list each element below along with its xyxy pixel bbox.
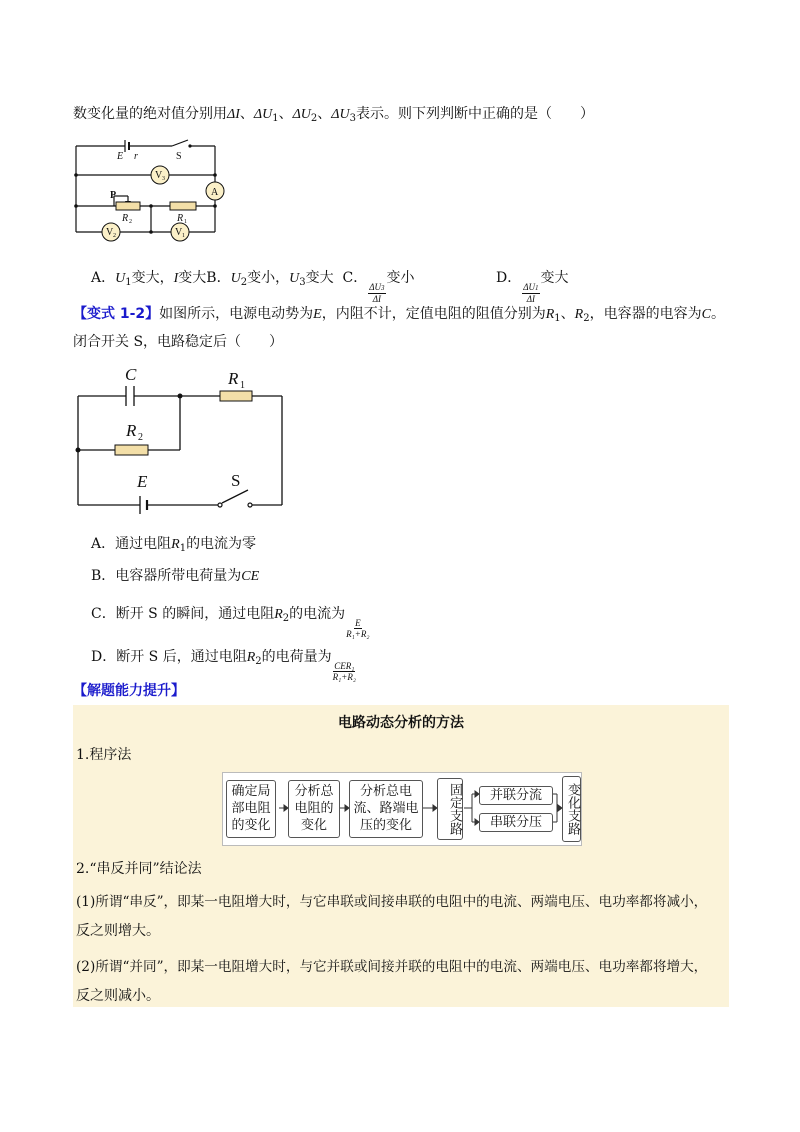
text: ，电容器的电容为 <box>589 306 702 322</box>
den: R₁+R₂ <box>346 629 370 639</box>
text: 的电流为 <box>289 606 346 622</box>
method-2-heading: 2.“串反并同”结论法 <box>76 861 202 877</box>
label-v3-sub: 3 <box>162 176 165 182</box>
option-c-label: C． <box>342 270 368 286</box>
q1-options <box>91 267 415 304</box>
fraction-c <box>368 282 385 304</box>
label-v2-sub: 2 <box>113 233 116 239</box>
label-r2-sub: 2 <box>138 432 143 443</box>
var-r: R <box>171 537 180 552</box>
flow-box-series-divide: 串联分压 <box>479 813 553 832</box>
option-d-label: D． <box>91 649 117 665</box>
resistor-r1 <box>220 391 252 401</box>
q2-option-d <box>91 646 357 682</box>
label-r2: R <box>126 421 137 440</box>
sub: 2 <box>255 656 262 667</box>
var-r: R <box>246 650 256 665</box>
label-c: C <box>125 365 137 384</box>
delta-u2: ΔU <box>292 107 311 122</box>
text: 变大 <box>178 270 207 286</box>
label-s: S <box>231 471 241 490</box>
label-v1: V <box>175 227 183 238</box>
text: 变大 <box>305 270 334 286</box>
label-v1-sub: 1 <box>182 233 185 239</box>
series-opposite-line-1: (1)所谓“串反”，即某一电阻增大时，与它串联或间接串联的电阻中的电流、两端电压、电功率都将减小， <box>76 894 708 910</box>
circuit-diagram-1 <box>72 138 234 248</box>
sep: 、 <box>560 306 575 322</box>
intro-text: 数变化量的绝对值分别用 <box>73 106 227 122</box>
sub: 1 <box>179 543 187 554</box>
sub: 1 <box>535 284 539 292</box>
q2-option-a <box>91 533 256 560</box>
sep: 、 <box>239 106 254 122</box>
label-r2-sub: 2 <box>129 219 132 225</box>
label-r: r <box>134 151 138 162</box>
label-r1: R <box>177 213 184 224</box>
option-d-label: D． <box>496 270 522 286</box>
delta-u1: ΔU <box>253 107 273 122</box>
fraction-d <box>522 282 539 304</box>
num: ΔU <box>523 282 536 292</box>
den: ΔI <box>372 294 381 304</box>
option-a-label: A． <box>91 270 116 286</box>
var-c: C <box>701 307 711 322</box>
num: E <box>355 618 361 628</box>
variant-line-2: 闭合开关 S，电路稳定后（ ） <box>73 334 284 350</box>
den: ΔI <box>526 294 536 304</box>
section-title: 【解题能力提升】 <box>73 683 185 699</box>
parallel-same-line-2: 反之则减小。 <box>76 988 160 1004</box>
parallel-same-line-1: (2)所谓“并同”，即某一电阻增大时，与它并联或间接并联的电阻中的电流、两端电压、电功率都将增大， <box>76 959 708 975</box>
sub: 3 <box>381 284 385 292</box>
sep: 、 <box>278 106 293 122</box>
num: CER₁ <box>334 661 355 671</box>
label-e: E <box>137 472 148 491</box>
q2-option-c <box>91 603 370 639</box>
sub: 1 <box>554 313 561 324</box>
text: 的电流为零 <box>186 536 257 552</box>
sub: 1 <box>272 113 279 124</box>
label-s: S <box>176 151 182 162</box>
fraction-c <box>346 618 369 639</box>
label-p: P <box>110 190 117 201</box>
text: 断开 S 的瞬间，通过电阻 <box>115 606 275 622</box>
sub: 3 <box>299 277 306 288</box>
text: 变大， <box>131 270 174 286</box>
text: 的电荷量为 <box>261 649 332 665</box>
text: 变小， <box>247 270 290 286</box>
text: 变大 <box>540 270 569 286</box>
fraction-d <box>333 661 356 682</box>
sub: 3 <box>349 113 356 124</box>
resistor-r2 <box>115 445 148 455</box>
option-a-label: A． <box>91 536 116 552</box>
text: ，内阻不计，定值电阻的阻值分别为 <box>321 306 546 322</box>
label-r1-sub: 1 <box>184 219 187 225</box>
var-i: I <box>173 271 179 286</box>
flow-box-local-resistance: 确定局部电阻的变化 <box>226 780 276 838</box>
q1-option-d <box>496 267 569 304</box>
intro-text-end: 表示。则下列判断中正确的是（ ） <box>356 106 594 122</box>
option-b-label: B． <box>91 568 116 584</box>
panel-title: 电路动态分析的方法 <box>338 715 464 731</box>
option-b-label: B． <box>206 270 231 286</box>
flow-box-total-resistance: 分析总电阻的变化 <box>288 780 340 838</box>
var-u: U <box>230 271 241 286</box>
var-r: R <box>574 307 584 322</box>
label-v3: V <box>155 170 163 181</box>
label-a: A <box>211 187 219 198</box>
var-u: U <box>115 271 126 286</box>
resistor-r2 <box>116 202 140 210</box>
flow-box-parallel-shunt: 并联分流 <box>479 786 553 805</box>
text: 变小 <box>386 270 415 286</box>
question-intro-line <box>73 103 594 130</box>
text: 通过电阻 <box>115 536 172 552</box>
circuit-diagram-2 <box>70 360 290 520</box>
label-r1: R <box>228 369 239 388</box>
resistor-r1 <box>170 202 196 210</box>
flow-box-total-current: 分析总电流、路端电压的变化 <box>349 780 423 838</box>
delta-i: ΔI <box>227 107 240 122</box>
variant-line-1 <box>73 303 725 330</box>
flow-box-fixed-branch: 固定支路 <box>437 778 463 840</box>
text: 如图所示，电源电动势为 <box>159 306 314 322</box>
var-r: R <box>274 607 283 622</box>
sep: 、 <box>317 106 332 122</box>
num: ΔU <box>369 282 382 292</box>
sub: 2 <box>583 313 590 324</box>
label-v2: V <box>106 227 114 238</box>
variant-tag: 【变式 1-2】 <box>73 306 160 322</box>
delta-u3: ΔU <box>331 107 350 122</box>
sub: 2 <box>282 613 290 624</box>
den: R₁+R₂ <box>332 672 356 682</box>
var-e: E <box>313 307 322 322</box>
label-e: E <box>117 151 124 162</box>
method-1-heading: 1.程序法 <box>76 747 132 763</box>
flow-box-changing-branch: 变化支路 <box>562 776 581 842</box>
text: 。 <box>710 306 725 322</box>
sub: 1 <box>125 277 132 288</box>
label-r1-sub: 1 <box>240 380 245 391</box>
label-r2: R <box>122 213 129 224</box>
text: 断开 S 后，通过电阻 <box>116 649 247 665</box>
option-c-label: C． <box>91 606 116 622</box>
sub: 2 <box>310 113 318 124</box>
var-r: R <box>545 307 555 322</box>
series-opposite-line-2: 反之则增大。 <box>76 923 160 939</box>
var-u: U <box>289 271 300 286</box>
q2-option-b <box>91 565 259 588</box>
text: 电容器所带电荷量为 <box>115 568 242 584</box>
var-ce: CE <box>241 569 260 584</box>
sub: 2 <box>240 277 248 288</box>
